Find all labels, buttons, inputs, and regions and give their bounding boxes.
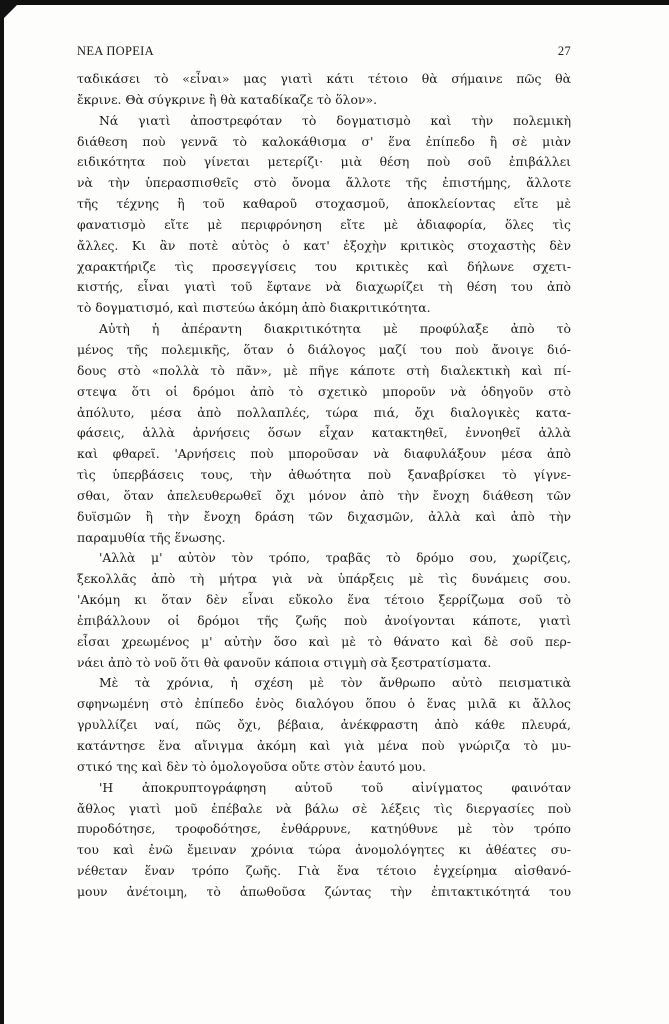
text-line: στικό της καὶ δὲν τὸ ὁμολογοῦσα οὔτε στὸν ἑαυτό μου. <box>77 758 426 774</box>
running-header <box>77 44 571 59</box>
text-line: τὶς ὑπερβάσεις τους, τὴν ἀθωότητα ποὺ ξαναβρίσκει τὸ γίγνε- <box>77 467 571 483</box>
text-line: σφηνωμένη στὸ ἐπίπεδο ἑνὸς διαλόγου ὅπου ὁ ἕνας μιλᾶ κι ἄλλος <box>77 696 571 712</box>
text-line: σθαι, ὅταν ἀπελευθερωθεῖ ὄχι μόνον ἀπὸ τὴν ἔνοχη διάθεση τῶν <box>77 487 571 503</box>
text-line: εἶσαι χρεωμένος μ' αὐτὴν ὅσο καὶ μὲ τὸ θάνατο καὶ δὲ σοῦ περ- <box>77 633 571 649</box>
text-line: 'Ακόμη κι ὅταν δὲν εἶναι εὔκολο ἕνα τέτοιο ξερρίζωμα σοῦ τὸ <box>77 592 571 608</box>
text-line: ἄθλος γιατὶ μοῦ ἐπέβαλε νὰ βάλω σὲ λέξεις τὶς διεργασίες ποὺ <box>77 800 571 816</box>
text-line: διάθεση ποὺ γεννᾶ τὸ καλοκάθισμα σ' ἕνα ἐπίπεδο ἢ σὲ μιὰν <box>77 133 571 149</box>
text-line: ἔκρινε. Θὰ σύγκρινε ἢ θὰ καταδίκαζε τὸ ὅλον». <box>77 91 378 107</box>
scan-edge-corner <box>0 0 22 22</box>
text-line: πυροδότησε, τροφοδότησε, ἐνθάρρυνε, κατηύθυνε μὲ τὸν τρόπο <box>77 821 571 837</box>
text-line: ἄλλες. Κι ἂν ποτὲ αὐτὸς ὁ κατ' ἐξοχὴν κριτικὸς στοχαστὴς δὲν <box>77 237 571 253</box>
text-line: ξεκολλᾶς ἀπὸ τὴ μήτρα γιὰ νὰ ὑπάρξεις μὲ τὶς δυνάμεις σου. <box>77 571 571 587</box>
text-line: φανατισμὸ εἴτε μὲ περιφρόνηση εἴτε μὲ ἀδιαφορία, ὅλες τὶς <box>77 216 571 232</box>
body-text <box>77 69 571 903</box>
text-line: καὶ φθαρεῖ. 'Αρνήσεις ποὺ μποροῦσαν νὰ διαφυλάξουν μέσα ἀπὸ <box>77 446 571 462</box>
text-line: Αὐτὴ ἡ ἀπέραντη διακριτικότητα μὲ προφύλαξε ἀπὸ τὸ <box>99 321 571 337</box>
text-line: τὸ δογματισμό, καὶ πιστεύω ἀκόμη ἀπὸ διακριτικότητα. <box>77 300 431 316</box>
page-number: 27 <box>557 44 571 58</box>
text-line: 'Η ἀποκρυπτογράφηση αὐτοῦ τοῦ αἰνίγματος φαινόταν <box>99 779 571 795</box>
text-line: δους στὸ «πολλὰ τὸ πᾶν», μὲ πῆγε κάποτε στὴ διαλεκτικὴ καὶ πί- <box>77 362 571 378</box>
text-line: δυϊσμῶν ἢ τὴν ἔνοχη δράση τῶν διχασμῶν, ἀλλὰ καὶ ἀπὸ τὴν <box>77 508 571 524</box>
journal-title: ΝΕΑ ΠΟΡΕΙΑ <box>77 44 154 58</box>
scan-edge-top <box>0 0 669 5</box>
text-line: μένος τῆς πολεμικῆς, ὅταν ὁ διάλογος μαζί του ποὺ ἄνοιγε διό- <box>77 341 571 357</box>
text-line: ἐπιβάλλουν οἱ δρόμοι τῆς ζωῆς ποὺ ἀνοίγονται κάποτε, γιατὶ <box>77 612 571 628</box>
text-line: νέθεταν ἕναν τρόπο ζωῆς. Γιὰ ἕνα τέτοιο ἐγχείρημα αἰσθανό- <box>77 863 571 879</box>
text-line: ταδικάσει τὸ «εἶναι» μας γιατὶ κάτι τέτοιο θὰ σήμαινε πῶς θὰ <box>77 71 571 86</box>
text-line: ειδικότητα ποὺ γίνεται μετερίζι· μιὰ θέση ποὺ σοῦ ἐπιβάλλει <box>77 154 571 170</box>
text-line: νάει ἀπὸ τὸ νοῦ ὅτι θὰ φανοῦν κάποια στιγμὴ σὰ ξεστρατίσματα. <box>77 654 492 670</box>
scan-edge-left <box>0 0 4 1024</box>
text-line: τῆς τέχνης ἢ τοῦ καθαροῦ στοχασμοῦ, ἀποκλείοντας εἴτε μὲ <box>77 196 571 212</box>
text-line: του καὶ ἐνῶ ἔμειναν χρόνια τώρα ἀνομολόγητες κι ἀθέατες συ- <box>77 842 571 858</box>
text-line: κιστής, εἶναι γιατὶ τοῦ ἔφτανε νὰ διαχωρίζει τὴ θέση του ἀπὸ <box>77 279 571 295</box>
text-line: μουν ἀνέτοιμη, τὸ ἀπωθοῦσα ζώντας τὴν ἐπιτακτικότητά του <box>77 883 571 899</box>
text-line: παραμυθία τῆς ἕνωσης. <box>77 529 226 545</box>
text-line: στεψα ὅτι οἱ δρόμοι ἀπὸ τὸ σχετικὸ μποροῦν νὰ ὁδηγοῦν στὸ <box>77 383 571 399</box>
text-line: νὰ τὴν ὑπερασπισθεῖς στὸ ὄνομα ἄλλοτε τῆς ἐπιστήμης, ἄλλοτε <box>77 175 571 191</box>
text-line: φάσεις, ἀλλὰ ἀρνήσεις ὅσων εἶχαν κατακτηθεῖ, ἐννοηθεῖ ἀλλὰ <box>77 425 571 441</box>
text-line: 'Αλλὰ μ' αὐτὸν τὸν τρόπο, τραβᾶς τὸ δρόμο σου, χωρίζεις, <box>99 550 571 566</box>
text-line: Νά γιατὶ ἀποστρεφόταν τὸ δογματισμὸ καὶ τὴν πολεμικὴ <box>99 112 571 128</box>
text-line: Μὲ τὰ χρόνια, ἡ σχέση μὲ τὸν ἄνθρωπο αὐτὸ πεισματικὰ <box>99 675 571 691</box>
text-line: χαρακτήριζε τὶς προσεγγίσεις του κριτικὲς καὶ δήλωνε σχετι- <box>77 258 571 274</box>
text-line: κατάντησε ἕνα αἴνιγμα ἀκόμη καὶ γιὰ μένα ποὺ γνώριζα τὸ μυ- <box>77 738 571 753</box>
text-line: ἀπόλυτο, μέσα ἀπὸ πολλαπλές, τώρα πιά, ὄχι διαλογικὲς κατα- <box>77 404 571 420</box>
text-line: γρυλλίζει ναί, πῶς ὄχι, βέβαια, ἀνέκφραστη ἀπὸ κάθε πλευρά, <box>77 717 571 733</box>
